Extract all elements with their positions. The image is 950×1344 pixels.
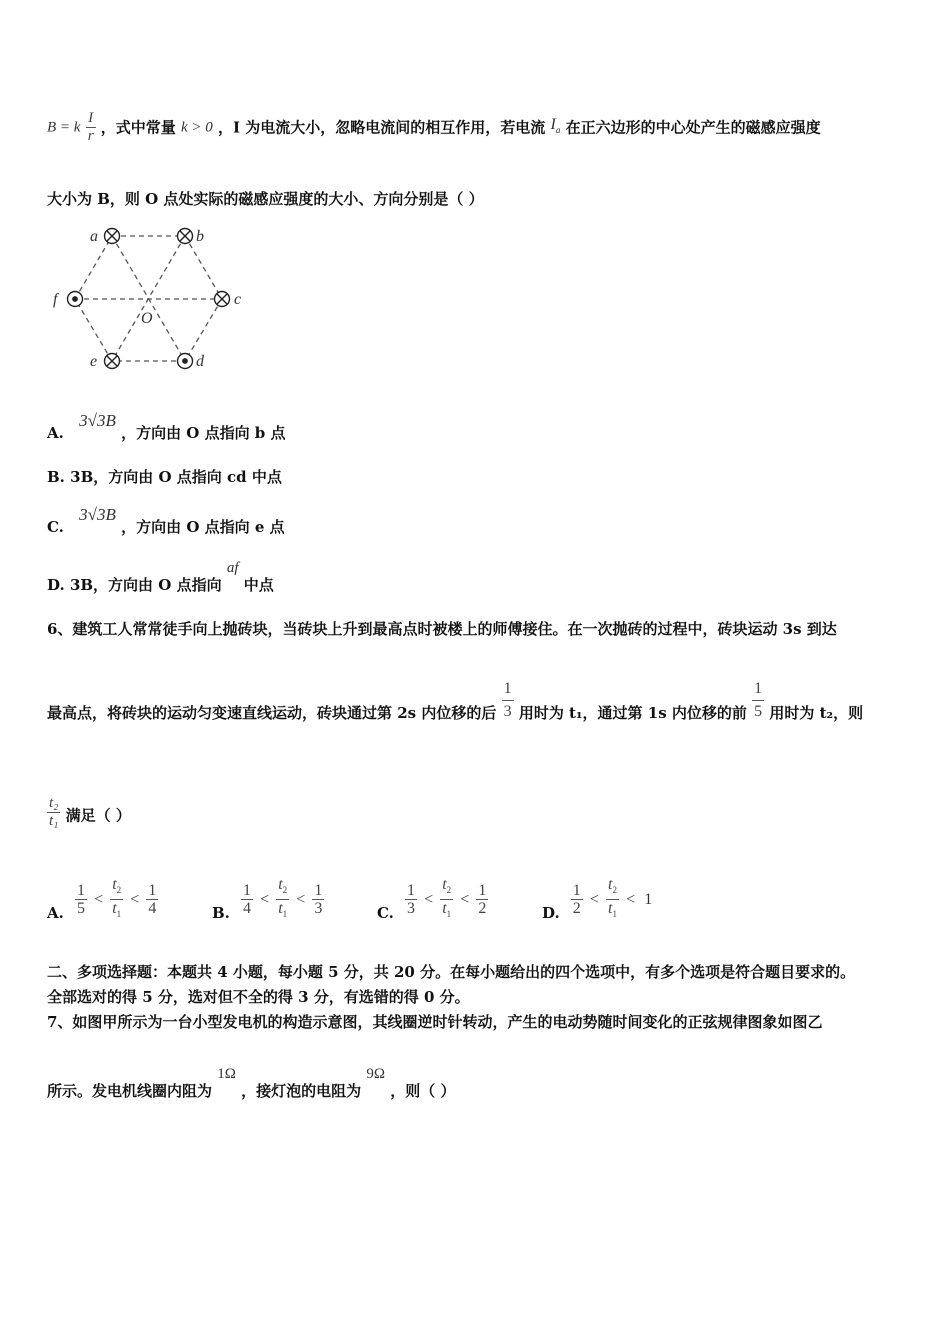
section2-line1: 二、多项选择题：本题共 4 小题，每小题 5 分，共 20 分。在每小题给出的四个选项中，有多个选项是符合题目要求的。	[47, 963, 856, 981]
formula-fraction	[86, 110, 96, 145]
q5-line1-text-b: ，I 为电流大小，忽略电流间的相互作用，若电流	[218, 118, 546, 137]
option-text: ，方向由 O 点指向 b 点	[121, 424, 286, 442]
q7-line2	[47, 1064, 456, 1100]
label-a: a	[90, 228, 98, 245]
q6-line3-text: 满足（ ）	[65, 806, 131, 825]
q6-options	[47, 876, 927, 928]
option-left: $\frac{1}{5}$	[76, 882, 85, 918]
option-math: 3√3B	[79, 505, 116, 524]
q6-line2	[47, 680, 863, 724]
q5-option-d[interactable]	[47, 558, 274, 595]
q5-line2: 大小为 B，则 O 点处实际的磁感应强度的大小、方向分别是（ ）	[47, 190, 484, 208]
option-right: $\frac{1}{4}$	[148, 882, 157, 918]
k-condition: k > 0	[181, 119, 213, 136]
q5-line1-text-a: ，式中常量	[100, 118, 176, 137]
option-left: $\frac{1}{2}$	[572, 882, 581, 918]
option-text: 3B，方向由 O 点指向 cd 中点	[70, 468, 282, 486]
q5-line1-text-c: 在正六边形的中心处产生的磁感应强度	[565, 118, 821, 137]
option-label: A.	[47, 424, 64, 442]
q7-line2-text-c: ，则（ ）	[390, 1082, 456, 1100]
q6-option-b[interactable]: B. $\frac{1}{4}$ < $\frac{t_2}{t_1}$ < $\frac{1}{3}$	[212, 876, 323, 923]
q6-line1: 6、建筑工人常常徒手向上抛砖块，当砖块上升到最高点时被楼上的师傅接住。在一次抛砖的过程中，砖块运动 3s 到达	[47, 620, 837, 638]
fraction-one-fifth: $\frac{1}{5}$	[754, 680, 763, 720]
q6-line3	[47, 795, 131, 841]
option-math: af	[226, 560, 239, 576]
q6-line2-text-c: 用时为 t₂，则	[769, 704, 864, 722]
q7-line1: 7、如图甲所示为一台小型发电机的构造示意图，其线圈逆时针转动，产生的电动势随时间变化的正弦规律图象如图乙	[47, 1013, 823, 1031]
q5-option-c[interactable]	[47, 505, 285, 537]
option-left: $\frac{1}{4}$	[243, 882, 251, 918]
q6-option-d[interactable]: D. $\frac{1}{2}$ < $\frac{t_2}{t_1}$ < 1	[542, 876, 653, 923]
option-text-before: 3B，方向由 O 点指向	[69, 576, 222, 594]
option-left: $\frac{1}{3}$	[407, 882, 415, 918]
q5-option-a[interactable]	[47, 411, 286, 443]
q6-option-a[interactable]: A. $\frac{1}{5}$ < $\frac{t_2}{t_1}$ < $\frac{1}{4}$	[47, 876, 157, 923]
formula-num: I	[88, 110, 94, 126]
q7-line2-text-a: 所示。发电机线圈内阻为	[47, 1082, 213, 1100]
inner-resistance: 1Ω	[217, 1066, 236, 1082]
hexagon-diagram	[48, 222, 258, 374]
option-label: B.	[47, 468, 65, 486]
q5-option-b[interactable]	[47, 467, 282, 487]
label-b: b	[196, 228, 204, 245]
option-right: $\frac{1}{2}$	[478, 882, 487, 918]
label-d: d	[196, 353, 204, 370]
option-text: ，方向由 O 点指向 e 点	[121, 518, 285, 536]
q7-line2-text-b: ，接灯泡的电阻为	[241, 1082, 362, 1100]
q6-option-c[interactable]: C. $\frac{1}{3}$ < $\frac{t_2}{t_1}$ < $\frac{1}{2}$	[377, 876, 487, 923]
option-label: D.	[47, 576, 65, 594]
option-right: 1	[644, 890, 653, 908]
formula-lhs: B = k	[47, 119, 81, 136]
option-right: $\frac{1}{3}$	[314, 882, 323, 918]
fraction-one-third: $\frac{1}{3}$	[503, 680, 512, 720]
q5-line1	[47, 110, 821, 154]
section2-line2: 全部选对的得 5 分，选对但不全的得 3 分，有选错的得 0 分。	[47, 988, 470, 1006]
label-f: f	[53, 291, 58, 308]
option-label: C.	[47, 518, 64, 536]
formula-den: r	[87, 128, 94, 144]
q6-line2-text-b: 用时为 t₁，通过第 1s 内位移的前	[518, 704, 747, 722]
current-symbol: I	[550, 115, 556, 133]
label-c: c	[234, 291, 242, 308]
label-O: O	[141, 310, 153, 327]
current-sub: a	[555, 125, 561, 136]
bulb-resistance: 9Ω	[366, 1066, 386, 1082]
label-e: e	[90, 353, 98, 370]
q6-line2-text-a: 最高点，将砖块的运动匀变速直线运动，砖块通过第 2s 内位移的后	[47, 704, 497, 722]
ratio-fraction: $\frac{\text{t₂}}{\text{t₁}}$	[49, 795, 59, 829]
option-text: 中点	[243, 576, 274, 594]
option-math: 3√3B	[79, 411, 116, 430]
